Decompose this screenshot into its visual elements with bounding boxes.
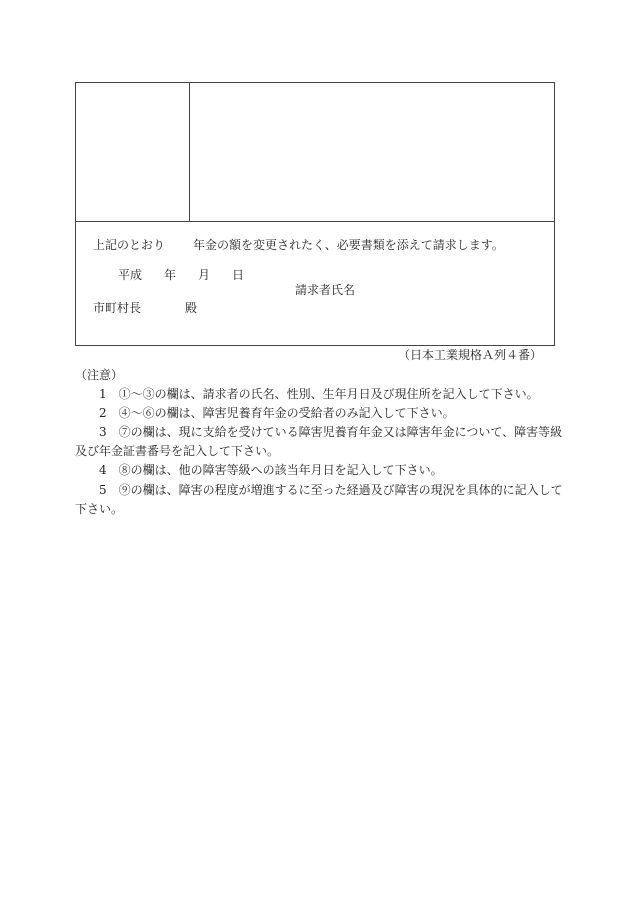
request-prefix: 上記のとおり	[93, 238, 166, 252]
note-item: 1 ①〜③の欄は、請求者の氏名、性別、生年月日及び現住所を記入して下さい。	[99, 387, 539, 401]
label-cell[interactable]	[76, 83, 189, 221]
note-item-continuation: 下さい。	[75, 502, 124, 516]
claimant-name-label: 請求者氏名	[295, 283, 356, 297]
notes-heading: （注意）	[75, 368, 124, 382]
month-label: 月	[198, 268, 211, 282]
date-line	[118, 268, 244, 282]
row-divider	[76, 221, 554, 222]
paper-standard: （日本工業規格Ａ列４番）	[397, 348, 542, 362]
content-cell[interactable]	[190, 83, 554, 221]
note-item: 3 ⑦の欄は、現に支給を受けている障害児養育年金又は障害年金について、障害等級	[99, 425, 563, 439]
note-item: 2 ④〜⑥の欄は、障害児養育年金の受給者のみ記入して下さい。	[99, 406, 455, 420]
mayor-line	[93, 301, 197, 315]
year-label: 年	[164, 268, 177, 282]
request-text: 年金の額を変更されたく、必要書類を添えて請求します。	[193, 238, 504, 252]
day-label: 日	[232, 268, 245, 282]
note-item: 5 ⑨の欄は、障害の程度が増進するに至った経過及び障害の現況を具体的に記入して	[99, 483, 563, 497]
note-item-continuation: 及び年金証書番号を記入して下さい。	[75, 444, 280, 458]
era-label: 平成	[118, 268, 143, 282]
honorific-label: 殿	[185, 301, 198, 315]
note-item: 4 ⑧の欄は、他の障害等級への該当年月日を記入して下さい。	[99, 463, 443, 477]
request-line	[93, 238, 504, 252]
mayor-label: 市町村長	[93, 301, 142, 315]
